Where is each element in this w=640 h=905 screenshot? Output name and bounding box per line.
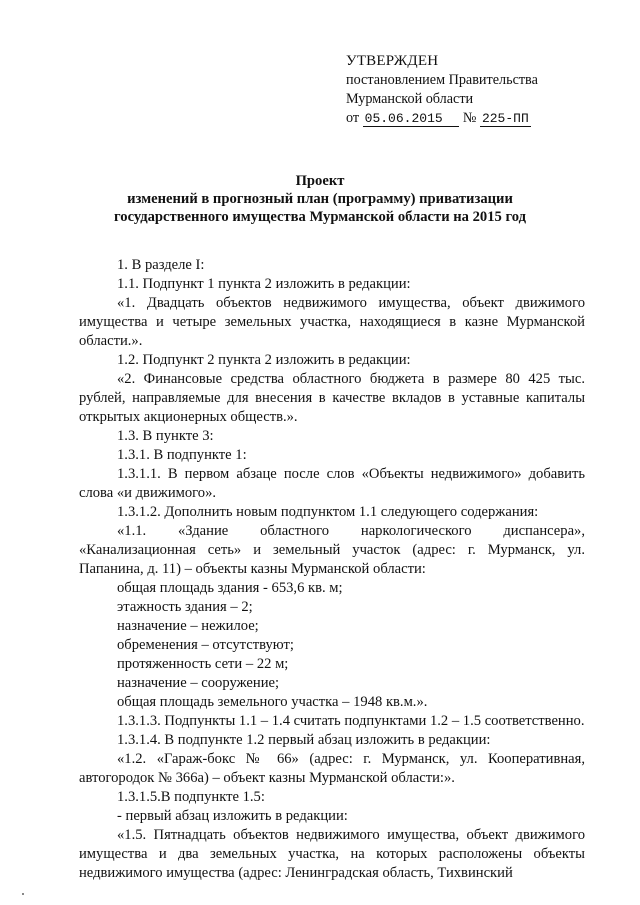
paragraph: «1.5. Пятнадцать объектов недвижимого имущества, объект движимого имущества и два земельных участка, на которых расположены объекты недвижимого имущества (адрес: Ленинградская область, Тихвинский (79, 827, 585, 881)
document-title (0, 172, 640, 226)
list-item: этажность здания – 2; (117, 599, 253, 615)
approval-issuer: постановлением Правительства (346, 72, 538, 88)
paragraph: 1.1. Подпункт 1 пункта 2 изложить в редакции: (117, 276, 411, 292)
title-line-3: государственного имущества Мурманской области на 2015 год (114, 209, 526, 225)
paragraph: 1.3. В пункте 3: (117, 428, 214, 444)
approval-heading: УТВЕРЖДЕН (346, 53, 439, 69)
paragraph: 1.3.1.5.В подпункте 1.5: (117, 789, 265, 805)
approval-number: 225-ПП (481, 111, 529, 126)
approval-from-label: от (346, 110, 360, 126)
paragraph: 1.3.1.1. В первом абзаце после слов «Объекты недвижимого» добавить слова «и движимого». (79, 466, 585, 501)
approval-date-line (346, 109, 538, 128)
paragraph: «2. Финансовые средства областного бюджета в размере 80 425 тыс. рублей, направляемые для внесения в качестве вкладов в уставные капиталы открытых акционерных обществ.». (79, 371, 585, 425)
paragraph: 1. В разделе I: (117, 257, 205, 273)
list-item: назначение – нежилое; (117, 618, 259, 634)
paragraph: 1.3.1.2. Дополнить новым подпунктом 1.1 следующего содержания: (117, 504, 539, 520)
approval-date-underline (445, 110, 460, 127)
list-item: протяженность сети – 22 м; (117, 656, 289, 672)
paragraph: «1.1. «Здание областного наркологического диспансера», «Канализационная сеть» и земельный участок (адрес: г. Мурманск, ул. Папанина, д. 11) – объекты казны Мурманской области: (79, 523, 585, 577)
document-body (79, 256, 585, 883)
title-line-2: изменений в прогнозный план (программу) приватизации (127, 191, 513, 207)
list-item: общая площадь земельного участка – 1948 кв.м.». (117, 694, 428, 710)
title-line-1: Проект (295, 173, 345, 189)
scan-speck (22, 893, 24, 895)
paragraph: 1.3.1. В подпункте 1: (117, 447, 247, 463)
list-item: обременения – отсутствуют; (117, 637, 294, 653)
approval-date: 05.06.2015 (364, 111, 443, 126)
approval-number-label: № (462, 110, 477, 126)
paragraph: «1. Двадцать объектов недвижимого имущества, объект движимого имущества и четыре земельных участка, находящиеся в казне Мурманской области.». (79, 295, 585, 349)
paragraph: 1.3.1.3. Подпункты 1.1 – 1.4 считать подпунктами 1.2 – 1.5 соответственно. (117, 713, 585, 729)
list-item: назначение – сооружение; (117, 675, 280, 691)
list-item: общая площадь здания - 653,6 кв. м; (117, 580, 343, 596)
approval-region: Мурманской области (346, 91, 474, 107)
paragraph: - первый абзац изложить в редакции: (117, 808, 348, 824)
paragraph: «1.2. «Гараж-бокс № 66» (адрес: г. Мурманск, ул. Кооперативная, автогородок № 366а) – объект казны Мурманской области:». (79, 751, 585, 786)
paragraph: 1.2. Подпункт 2 пункта 2 изложить в редакции: (117, 352, 411, 368)
approval-block (346, 52, 538, 128)
paragraph: 1.3.1.4. В подпункте 1.2 первый абзац изложить в редакции: (117, 732, 491, 748)
